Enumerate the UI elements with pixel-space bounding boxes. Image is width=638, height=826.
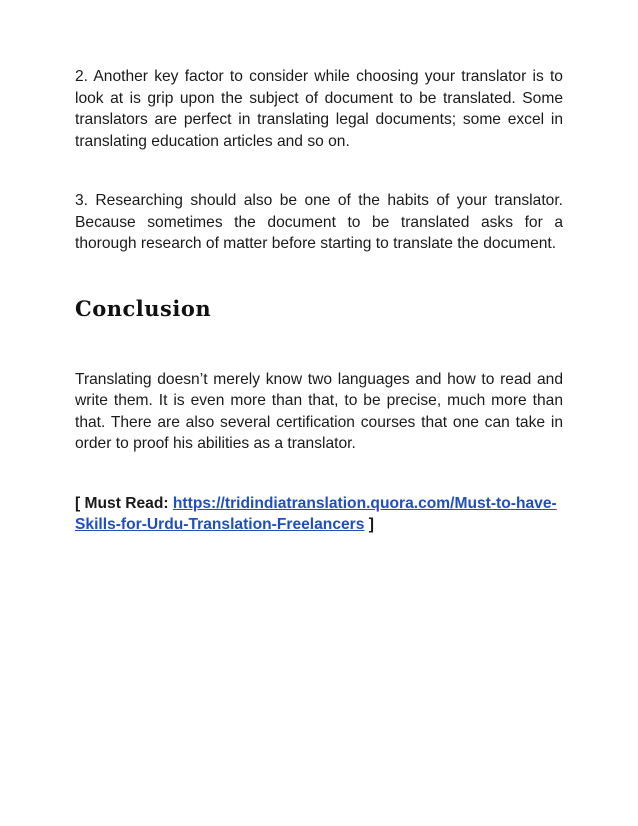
must-read-label: Must Read: xyxy=(84,494,173,512)
must-read-open-bracket: [ xyxy=(75,494,85,512)
must-read-link[interactable]: https://tridindiatranslation.quora.com/Must-to-have-Skills-for-Urdu-Translation-Freelancers xyxy=(75,494,557,533)
document-content xyxy=(75,66,563,536)
paragraph-researching: 3. Researching should also be one of the habits of your translator. Because sometimes the document to be translated asks for a thorough research of matter before starting to translate the document. xyxy=(75,192,563,252)
must-read-line xyxy=(75,493,563,536)
conclusion-paragraph: Translating doesn’t merely know two languages and how to read and write them. It is even more than that, to be precise, much more than that. There are also several certification courses that one can take in order to proof his abilities as a translator. xyxy=(75,370,563,452)
paragraph-translator-factor: 2. Another key factor to consider while choosing your translator is to look at is grip upon the subject of document to be translated. Some translators are perfect in translating legal documents; some excel in translating education articles and so on. xyxy=(75,68,563,150)
conclusion-heading: Conclusion xyxy=(75,295,212,321)
must-read-close-bracket: ] xyxy=(364,516,374,533)
